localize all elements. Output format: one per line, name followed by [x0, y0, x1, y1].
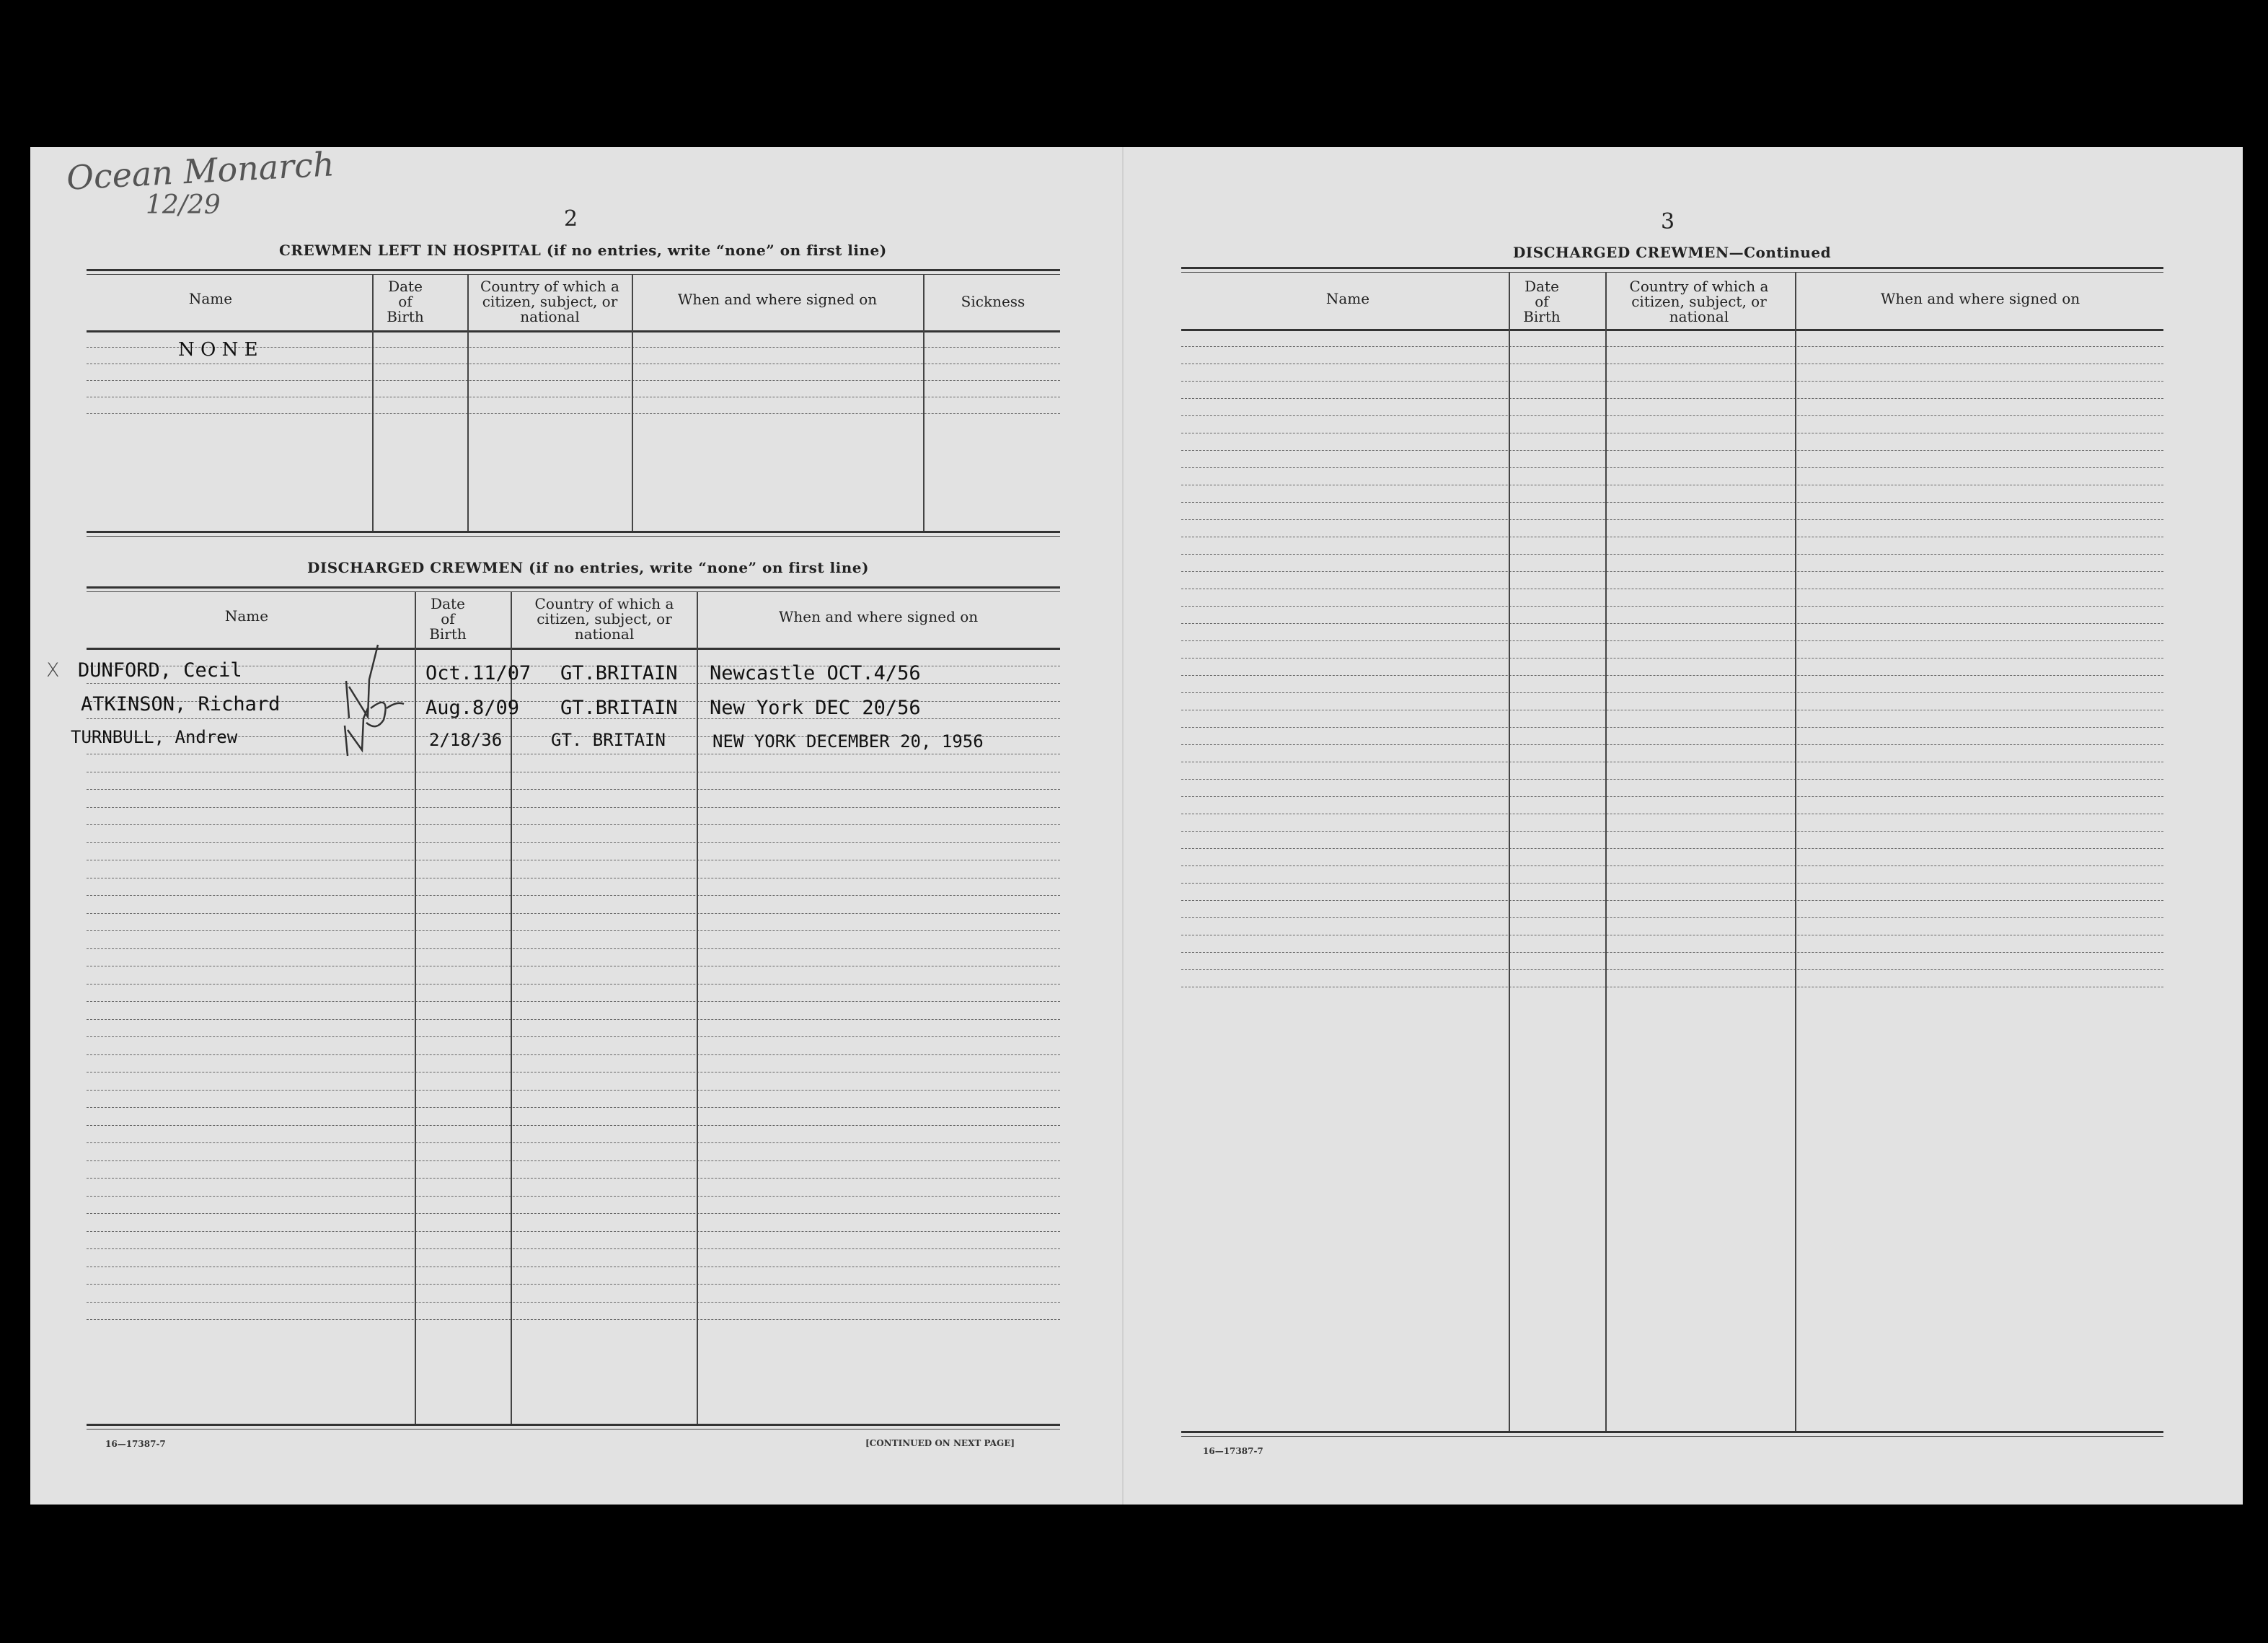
table-row-line — [1181, 848, 2163, 849]
discharged-title-text: DISCHARGED CREWMEN — [307, 559, 524, 576]
table-row-line — [1181, 415, 2163, 416]
form-number-right: 16—17387-7 — [1203, 1446, 1263, 1456]
discharged-header-name: Name — [224, 607, 269, 625]
table-row-line — [87, 1319, 1060, 1320]
row-3-signed: NEW YORK DECEMBER 20, 1956 — [712, 731, 984, 752]
table-row-line — [87, 1019, 1060, 1020]
row-1-name: DUNFORD, Cecil — [78, 659, 242, 682]
handwritten-date: 12/29 — [146, 190, 221, 220]
table-column-line — [1605, 273, 1607, 1431]
right-section-title — [1513, 244, 1831, 261]
table-bottom-rule-inner — [1181, 1436, 2163, 1437]
table-row-line — [87, 1142, 1060, 1143]
table-header-rule — [87, 648, 1060, 650]
row-2-country: GT.BRITAIN — [560, 697, 678, 719]
hospital-section-title — [279, 242, 887, 259]
table-row-line — [87, 1302, 1060, 1303]
row-2-dob: Aug.8/09 — [425, 697, 520, 719]
table-row-line — [1181, 398, 2163, 399]
table-row-line — [87, 895, 1060, 896]
handwritten-checkmarks — [312, 623, 434, 760]
handwritten-ship-name: Ocean Monarch — [65, 144, 335, 198]
row-3-name: TURNBULL, Andrew — [71, 727, 238, 747]
hospital-header-name: Name — [188, 290, 233, 307]
table-row-line — [87, 842, 1060, 843]
table-row-line — [1181, 796, 2163, 797]
table-row-line — [87, 807, 1060, 808]
table-row-line — [1181, 744, 2163, 745]
table-row-line — [87, 380, 1060, 381]
right-title-suffix: —Continued — [1729, 244, 1832, 261]
hospital-header-country: Country of which a citizen, subject, or national — [480, 278, 619, 325]
table-top-rule — [87, 269, 1060, 271]
table-row-line — [87, 1248, 1060, 1249]
hospital-entry-none: N O N E — [178, 339, 258, 361]
row-2-name: ATKINSON, Richard — [81, 693, 281, 715]
table-row-line — [87, 1213, 1060, 1214]
table-row-line — [1181, 519, 2163, 520]
continued-note: [CONTINUED ON NEXT PAGE] — [865, 1438, 1015, 1448]
page-number-right: 3 — [1661, 209, 1675, 234]
table-row-line — [1181, 450, 2163, 451]
table-row-line — [1181, 779, 2163, 780]
hospital-title-text: CREWMEN LEFT IN HOSPITAL — [279, 242, 542, 259]
table-header-rule — [1181, 329, 2163, 331]
table-top-rule — [87, 586, 1060, 589]
table-top-rule-inner — [87, 274, 1060, 275]
table-row-line — [87, 789, 1060, 790]
row-2-signed: New York DEC 20/56 — [710, 697, 921, 719]
table-row-line — [1181, 571, 2163, 572]
table-row-line — [87, 1036, 1060, 1037]
table-row-line — [87, 930, 1060, 931]
table-column-line — [697, 592, 698, 1424]
table-row-line — [87, 1284, 1060, 1285]
table-row-line — [1181, 381, 2163, 382]
table-row-line — [1181, 692, 2163, 693]
table-row-line — [87, 913, 1060, 914]
table-row-line — [1181, 969, 2163, 970]
table-row-line — [87, 1178, 1060, 1179]
right-header-name: Name — [1325, 290, 1370, 307]
table-bottom-rule — [87, 1424, 1060, 1426]
discharged-title-note: (if no entries, write “none” on first line) — [529, 559, 869, 576]
table-row-line — [1181, 727, 2163, 728]
table-row-line — [1181, 865, 2163, 866]
table-row-line — [87, 1107, 1060, 1108]
right-header-dob: Date of Birth — [1523, 278, 1561, 325]
page-number-left: 2 — [564, 206, 578, 232]
discharged-header-dob: Date of Birth — [429, 595, 467, 643]
manifest-sheet — [30, 144, 2243, 1505]
table-row-line — [87, 1125, 1060, 1126]
table-column-line — [1795, 273, 1796, 1431]
table-bottom-rule-inner — [87, 1429, 1060, 1430]
table-row-line — [1181, 640, 2163, 641]
table-row-line — [87, 824, 1060, 825]
row-3-country: GT. BRITAIN — [551, 730, 666, 750]
table-bottom-rule-inner — [87, 536, 1060, 537]
right-header-signed: When and where signed on — [1880, 290, 2081, 307]
right-header-country: Country of which a citizen, subject, or national — [1629, 278, 1769, 325]
table-row-line — [1181, 467, 2163, 468]
table-row-line — [1181, 900, 2163, 901]
table-top-rule — [1181, 267, 2163, 269]
table-row-line — [1181, 883, 2163, 884]
row-1-signed: Newcastle OCT.4/56 — [710, 662, 921, 684]
row-1-country: GT.BRITAIN — [560, 662, 678, 684]
table-row-line — [1181, 831, 2163, 832]
table-row-line — [1181, 346, 2163, 347]
discharged-header-country: Country of which a citizen, subject, or national — [534, 595, 674, 643]
table-row-line — [87, 1090, 1060, 1091]
table-column-line — [632, 275, 633, 531]
table-row-line — [87, 1001, 1060, 1002]
table-row-line — [1181, 554, 2163, 555]
hospital-header-signed: When and where signed on — [677, 291, 878, 308]
table-row-line — [1181, 502, 2163, 503]
table-row-line — [1181, 917, 2163, 918]
table-row-line — [1181, 952, 2163, 953]
table-row-line — [87, 1196, 1060, 1197]
row-1-mark: X — [46, 659, 60, 682]
table-top-rule-inner — [1181, 272, 2163, 273]
table-row-line — [1181, 623, 2163, 624]
hospital-title-note: (if no entries, write “none” on first line) — [546, 242, 887, 259]
table-top-rule-inner — [87, 591, 1060, 592]
table-header-rule — [87, 330, 1060, 332]
table-row-line — [87, 984, 1060, 985]
hospital-header-sickness: Sickness — [961, 293, 1025, 310]
table-row-line — [1181, 606, 2163, 607]
row-3-dob: 2/18/36 — [429, 730, 503, 750]
discharged-section-title — [307, 559, 869, 576]
table-row-line — [87, 1160, 1060, 1161]
table-row-line — [87, 413, 1060, 414]
hospital-header-dob: Date of Birth — [387, 278, 424, 325]
discharged-header-signed: When and where signed on — [778, 608, 979, 625]
row-1-dob: Oct.11/07 — [425, 662, 531, 684]
table-column-line — [923, 275, 925, 531]
table-bottom-rule — [1181, 1431, 2163, 1433]
table-row-line — [87, 1231, 1060, 1232]
table-row-line — [87, 948, 1060, 949]
form-number-left: 16—17387-7 — [105, 1439, 166, 1449]
table-row-line — [1181, 675, 2163, 676]
table-row-line — [87, 1054, 1060, 1055]
table-column-line — [1509, 273, 1510, 1431]
right-title-text: DISCHARGED CREWMEN — [1513, 244, 1729, 261]
page-fold — [1122, 147, 1124, 1505]
table-bottom-rule — [87, 531, 1060, 533]
